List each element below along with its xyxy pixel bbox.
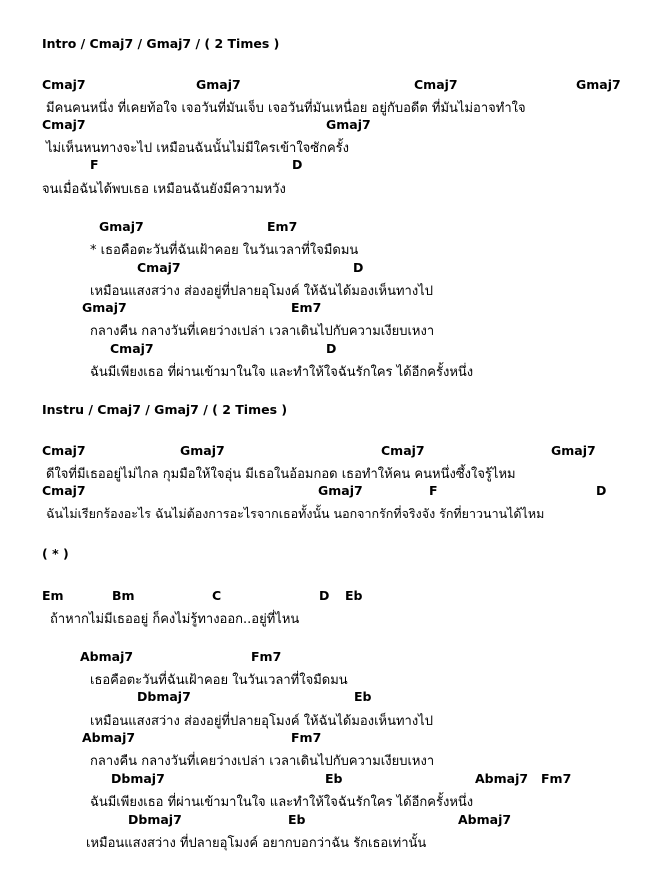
chord-line	[0, 260, 670, 280]
chord: Dbmaj7	[128, 812, 182, 827]
chord: Gmaj7	[180, 443, 225, 458]
lyric-line	[0, 832, 670, 852]
chord-line	[0, 77, 670, 97]
lyric-line	[0, 178, 670, 198]
lyric-line	[0, 791, 670, 811]
lyric: ฉันไม่เรียกร้องอะไร ฉันไม่ต้องการอะไรจากเธอทั้งนั้น นอกจากรักที่จริงจัง รักที่ยาวนานได้ไหม	[46, 506, 545, 521]
lyric: เหมือนแสงสว่าง ส่องอยู่ที่ปลายอุโมงค์ ให้ฉันได้มองเห็นทางไป	[90, 284, 433, 299]
lyric: เหมือนแสงสว่าง ส่องอยู่ที่ปลายอุโมงค์ ให้ฉันได้มองเห็นทางไป	[90, 714, 433, 729]
chord: D	[292, 157, 303, 172]
chord: Gmaj7	[326, 117, 371, 132]
chord: Abmaj7	[458, 812, 512, 827]
chord: Cmaj7	[414, 77, 458, 92]
chord-line	[0, 649, 670, 669]
lyric-line	[0, 361, 670, 381]
chord: Eb	[354, 689, 372, 704]
lyric: ถ้าหากไม่มีเธออยู่ ก็คงไม่รู้ทางออก..อยู่ที่ไหน	[50, 612, 300, 627]
repeat-marker: ( * )	[42, 546, 69, 561]
lyric-line	[0, 669, 670, 689]
chord: Abmaj7	[475, 771, 529, 786]
chord: Cmaj7	[110, 341, 154, 356]
chord-line	[0, 588, 670, 608]
chord: Cmaj7	[42, 117, 86, 132]
lyric-line	[0, 320, 670, 340]
lyric: เธอคือตะวันที่ฉันเฝ้าคอย ในวันเวลาที่ใจมืดมน	[90, 673, 348, 688]
chord: Gmaj7	[576, 77, 621, 92]
chord-line	[0, 117, 670, 137]
chord: Cmaj7	[42, 77, 86, 92]
chord: D	[319, 588, 330, 603]
chord: Em	[42, 588, 64, 603]
lyric: ฉันมีเพียงเธอ ที่ผ่านเข้ามาในใจ และทำให้ใจฉันรักใคร ได้อีกครั้งหนึ่ง	[90, 795, 474, 810]
chord: Cmaj7	[381, 443, 425, 458]
chord-line	[0, 443, 670, 463]
chord-line	[0, 483, 670, 503]
chord: Gmaj7	[551, 443, 596, 458]
repeat-line	[0, 546, 670, 566]
intro-heading: Intro / Cmaj7 / Gmaj7 / ( 2 Times )	[42, 36, 280, 51]
lyric: ดีใจที่มีเธออยู่ไม่ไกล กุมมือให้ใจอุ่น มีเธอในอ้อมกอด เธอทำให้คน คนหนึ่งซึ้งใจรู้ไหม	[46, 467, 516, 482]
lyric: กลางคืน กลางวันที่เคยว่างเปล่า เวลาเดินไปกับความเงียบเหงา	[90, 754, 435, 769]
chord: Abmaj7	[80, 649, 134, 664]
lyric: ฉันมีเพียงเธอ ที่ผ่านเข้ามาในใจ และทำให้ใจฉันรักใคร ได้อีกครั้งหนึ่ง	[90, 365, 474, 380]
lyric: เหมือนแสงสว่าง ที่ปลายอุโมงค์ อยากบอกว่าฉัน รักเธอเท่านั้น	[86, 836, 427, 851]
intro-line	[0, 36, 670, 56]
chord-line	[0, 157, 670, 177]
chord-line	[0, 812, 670, 832]
chord: D	[326, 341, 337, 356]
chord: Dbmaj7	[137, 689, 191, 704]
lyric-line	[0, 750, 670, 770]
chord: Eb	[288, 812, 306, 827]
chord-line	[0, 219, 670, 239]
chord: Fm7	[291, 730, 322, 745]
chord: Eb	[325, 771, 343, 786]
chord: Eb	[345, 588, 363, 603]
chord: F	[429, 483, 438, 498]
chord: Cmaj7	[137, 260, 181, 275]
lyric: * เธอคือตะวันที่ฉันเฝ้าคอย ในวันเวลาที่ใจมืดมน	[90, 243, 359, 258]
chord: Fm7	[251, 649, 282, 664]
chord: Gmaj7	[196, 77, 241, 92]
instru-heading: Instru / Cmaj7 / Gmaj7 / ( 2 Times )	[42, 402, 288, 417]
chord: Abmaj7	[82, 730, 136, 745]
chord: Gmaj7	[82, 300, 127, 315]
lyric-line	[0, 504, 670, 524]
chord-line	[0, 730, 670, 750]
lyric-line	[0, 280, 670, 300]
chord-line	[0, 771, 670, 791]
chord: C	[212, 588, 222, 603]
lyric: กลางคืน กลางวันที่เคยว่างเปล่า เวลาเดินไปกับความเงียบเหงา	[90, 324, 435, 339]
lyric: มีคนคนหนึ่ง ที่เคยท้อใจ เจอวันที่มันเจ็บ เจอวันที่มันเหนื่อย อยู่กับอดีต ที่มันไม่อาจทำใจ	[46, 101, 526, 116]
chord: Gmaj7	[318, 483, 363, 498]
chord: Em7	[291, 300, 322, 315]
instru-line	[0, 402, 670, 422]
chord: D	[353, 260, 364, 275]
chord: Cmaj7	[42, 483, 86, 498]
lyric: จนเมื่อฉันได้พบเธอ เหมือนฉันยังมีความหวัง	[42, 182, 286, 197]
chord: Cmaj7	[42, 443, 86, 458]
chord: F	[90, 157, 99, 172]
chord: D	[596, 483, 607, 498]
lyric-line	[0, 239, 670, 259]
chord: Dbmaj7	[111, 771, 165, 786]
chord: Gmaj7	[99, 219, 144, 234]
chord: Bm	[112, 588, 135, 603]
chord-line	[0, 689, 670, 709]
chord: Em7	[267, 219, 298, 234]
lyric: ไม่เห็นหนทางจะไป เหมือนฉันนั้นไม่มีใครเข้าใจซักครั้ง	[46, 141, 350, 156]
chord-line	[0, 300, 670, 320]
lyric-line	[0, 97, 670, 117]
lyric-line	[0, 463, 670, 483]
lyric-line	[0, 710, 670, 730]
chord-line	[0, 341, 670, 361]
lyric-line	[0, 608, 670, 628]
chord: Fm7	[541, 771, 572, 786]
lyric-line	[0, 137, 670, 157]
